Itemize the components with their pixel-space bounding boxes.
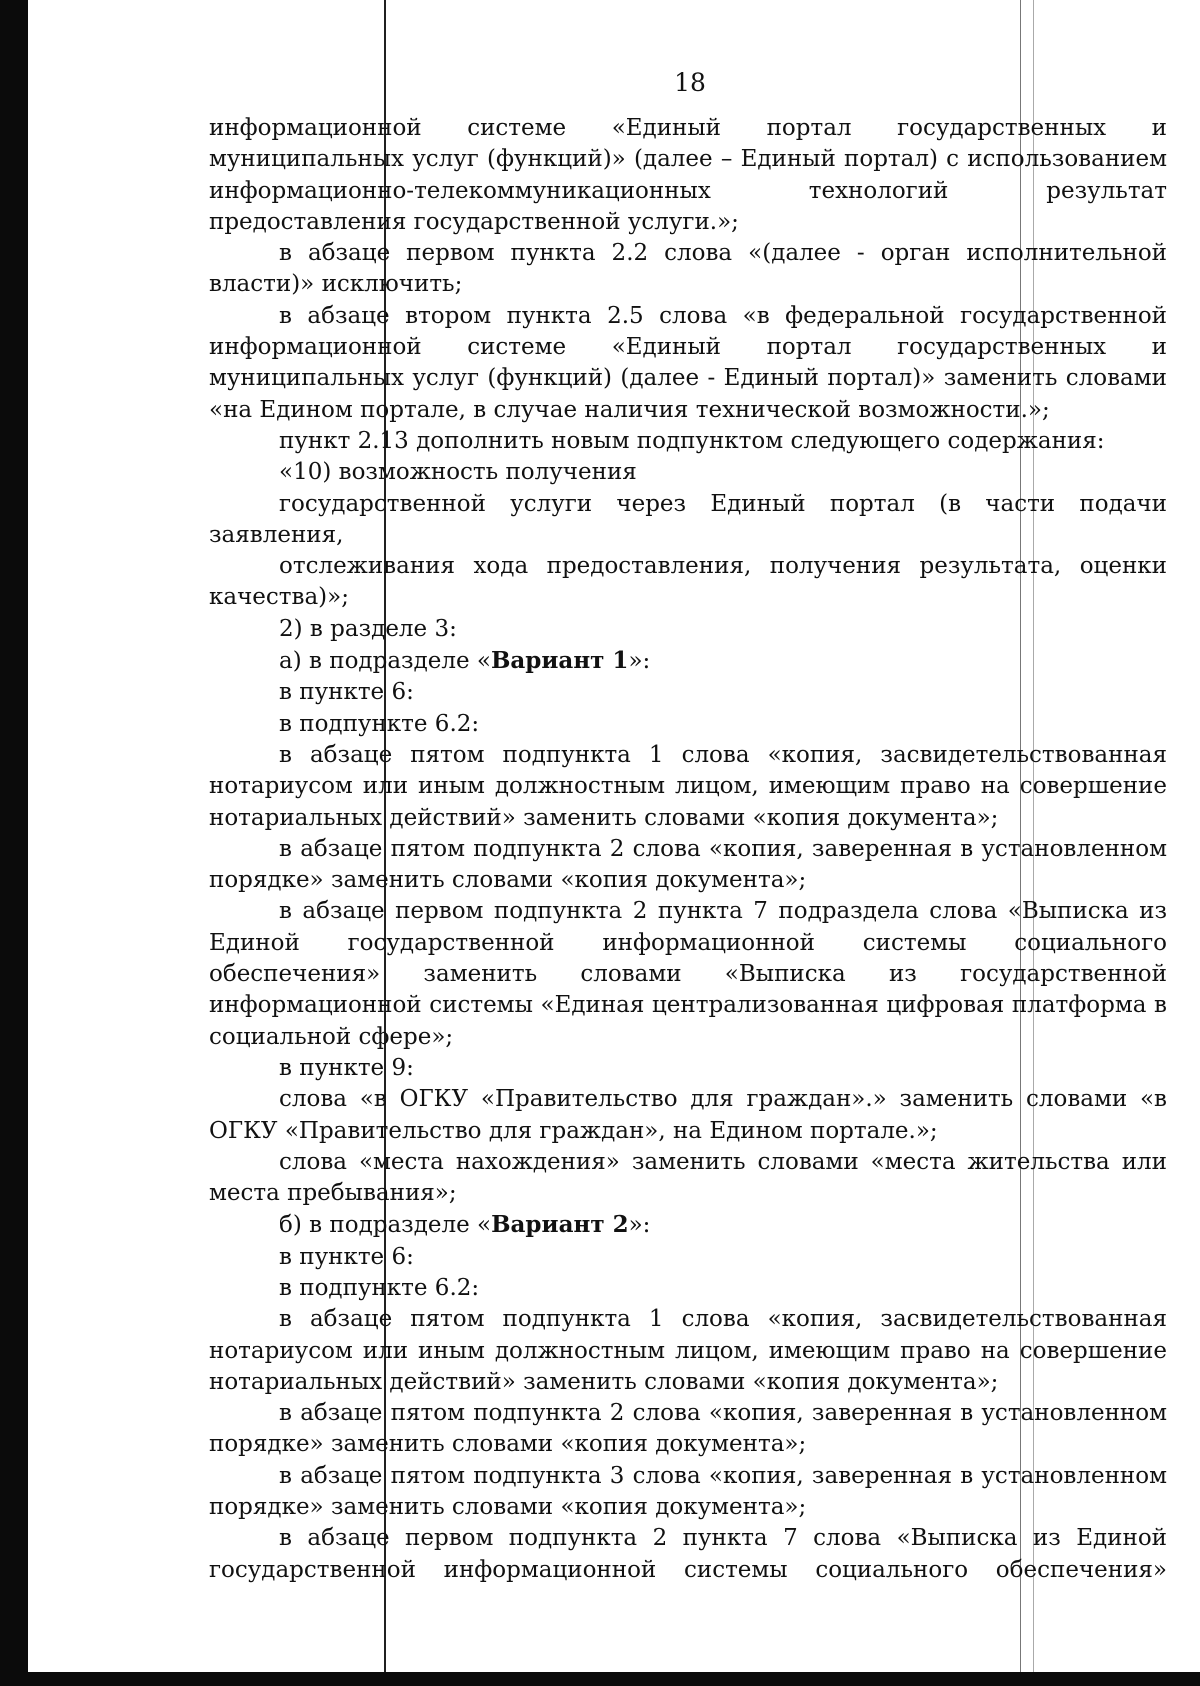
- scan-left-edge: [0, 0, 28, 1686]
- subsection-heading: а) в подразделе «Вариант 1»:: [279, 647, 651, 675]
- paragraph: в абзаце пятом подпункта 2 слова «копия, заверенная в установленном порядке» заменить словами «копия документа»;: [209, 1400, 1167, 1458]
- variant-label: Вариант 1: [490, 647, 629, 675]
- paragraph: слова «в ОГКУ «Правительство для граждан».» заменить словами «в ОГКУ «Правительство для граждан», на Едином портале.»;: [209, 1086, 1167, 1144]
- paragraph: пункт 2.13 дополнить новым подпунктом следующего содержания:: [279, 427, 1105, 454]
- paragraph: в абзаце первом подпункта 2 пункта 7 слова «Выписка из Единой государственной информационной системы социального обеспечения»: [209, 1525, 1167, 1583]
- variant-label: Вариант 2: [491, 1211, 629, 1239]
- paragraph: слова «места нахождения» заменить словами «места жительства или места пребывания»;: [209, 1148, 1167, 1207]
- paragraph: в абзаце пятом подпункта 2 слова «копия, заверенная в установленном порядке» заменить словами «копия документа»;: [209, 835, 1167, 894]
- paragraph: в подпункте 6.2:: [279, 710, 480, 737]
- paragraph: в абзаце пятом подпункта 3 слова «копия, заверенная в установленном порядке» заменить словами «копия документа»;: [209, 1462, 1167, 1521]
- paragraph: в пункте 6:: [279, 679, 414, 706]
- paragraph: в абзаце первом подпункта 2 пункта 7 подраздела слова «Выписка из Единой государственной информационной системы социального обеспечения» заменить словами «Выписка из государственной информационной системы «Единая централизованная цифровая платформа в социальной сфере»;: [209, 898, 1167, 1050]
- paragraph: в абзаце пятом подпункта 1 слова «копия, засвидетельствованная нотариусом или иным должностным лицом, имеющим право на совершение нотариальных действий» заменить словами «копия документа»;: [209, 1306, 1167, 1395]
- paragraph: в подпункте 6.2:: [279, 1274, 480, 1301]
- document-body: [209, 113, 1167, 1586]
- paragraph: «10) возможность получения: [279, 459, 637, 486]
- paragraph: 2) в разделе 3:: [279, 615, 457, 642]
- paragraph: государственной услуги через Единый портал (в части подачи заявления,: [209, 490, 1167, 548]
- paragraph: в абзаце втором пункта 2.5 слова «в федеральной государственной информационной системе «Единый портал государственных и муниципальных услуг (функций) (далее - Единый портал)» заменить словами «на Едином портале, в случае наличия технической возможности.»;: [209, 302, 1167, 423]
- paragraph: отслеживания хода предоставления, получения результата, оценки качества)»;: [209, 553, 1167, 611]
- page-number: 18: [674, 68, 706, 97]
- paragraph: в абзаце первом пункта 2.2 слова «(далее - орган исполнительной власти)» исключить;: [209, 240, 1167, 298]
- paragraph: в пункте 6:: [279, 1243, 414, 1270]
- paragraph: информационной системе «Единый портал государственных и муниципальных услуг (функций)» (далее – Единый портал) с использованием информационно-телекоммуникационных технологий результат предоставления государственной услуги.»;: [209, 115, 1167, 235]
- scan-bottom-edge: [28, 1672, 1200, 1686]
- subsection-heading: б) в подразделе «Вариант 2»:: [279, 1211, 651, 1239]
- paragraph: в абзаце пятом подпункта 1 слова «копия, засвидетельствованная нотариусом или иным должностным лицом, имеющим право на совершение нотариальных действий» заменить словами «копия документа»;: [209, 741, 1167, 831]
- paragraph: в пункте 9:: [279, 1054, 414, 1081]
